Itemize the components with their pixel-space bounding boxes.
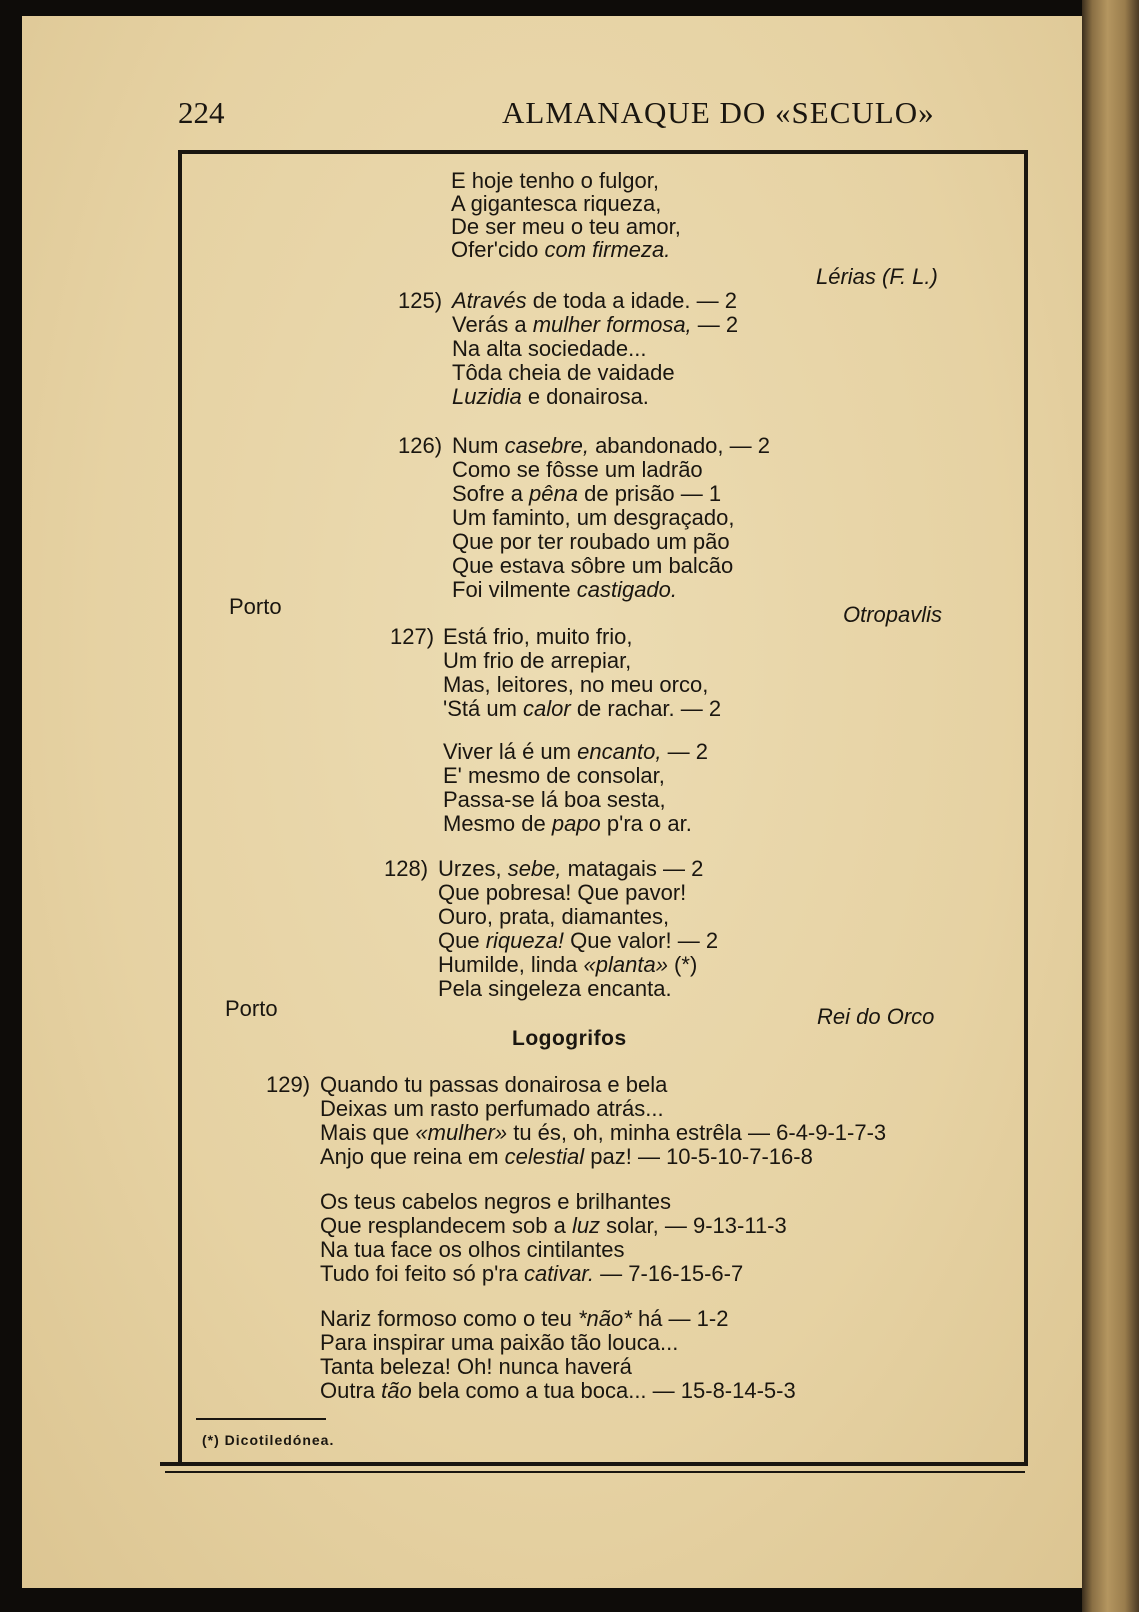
poem-line: Ouro, prata, diamantes,	[438, 904, 670, 929]
poem-line: Deixas um rasto perfumado atrás...	[320, 1096, 664, 1121]
poem-line: Nariz formoso como o teu *não* há — 1-2	[320, 1306, 729, 1331]
poem-line: Que resplandecem sob a luz solar, — 9-13-11-3	[320, 1213, 787, 1238]
poem-line: Anjo que reina em celestial paz! — 10-5-10-7-16-8	[320, 1144, 813, 1169]
poem-line: Sofre a pêna de prisão — 1	[452, 481, 722, 506]
poem-line: Passa-se lá boa sesta,	[443, 787, 666, 812]
poem-line: Viver lá é um encanto, — 2	[443, 739, 708, 764]
city-label: Porto	[229, 594, 282, 619]
facing-page-edge	[1082, 0, 1139, 1612]
poem-line: Que estava sôbre um balcão	[452, 553, 734, 578]
poem-line: Através de toda a idade. — 2	[452, 288, 737, 313]
frame-bottom-rule	[160, 1462, 1028, 1466]
poem-line: E hoje tenho o fulgor,	[451, 168, 659, 193]
poem-line: Tôda cheia de vaidade	[452, 360, 675, 385]
poem-line: Na alta sociedade...	[452, 336, 647, 361]
poem-line: E' mesmo de consolar,	[443, 763, 665, 788]
poem-line: Pela singeleza encanta.	[438, 976, 672, 1001]
poem-line: Humilde, linda «planta» (*)	[438, 952, 698, 977]
poem-line: Tudo foi feito só p'ra cativar. — 7-16-15-6-7	[320, 1261, 744, 1286]
poem-line: Num casebre, abandonado, — 2	[452, 433, 770, 458]
poem-line: Tanta beleza! Oh! nunca haverá	[320, 1354, 632, 1379]
poem-line: A gigantesca riqueza,	[451, 191, 662, 216]
poem-line: Mas, leitores, no meu orco,	[443, 672, 709, 697]
poem-line: 'Stá um calor de rachar. — 2	[443, 696, 722, 721]
section-heading: Logogrifos	[512, 1027, 627, 1050]
poem-line: Quando tu passas donairosa e bela	[320, 1072, 668, 1097]
frame-left-rule	[178, 150, 182, 1462]
poem-line: Um faminto, um desgraçado,	[452, 505, 735, 530]
entry-number: 129)	[266, 1072, 311, 1097]
poem-line: Para inspirar uma paixão tão louca...	[320, 1330, 679, 1355]
signature: Otropavlis	[843, 602, 943, 627]
poem-line: Outra tão bela como a tua boca... — 15-8-14-5-3	[320, 1378, 796, 1403]
poem-line: Urzes, sebe, matagais — 2	[438, 856, 704, 881]
page-number: 224	[178, 95, 225, 130]
poem-line: Os teus cabelos negros e brilhantes	[320, 1189, 671, 1214]
poem-line: Como se fôsse um ladrão	[452, 457, 703, 482]
frame-top-rule	[178, 150, 1028, 154]
poem-line: Que pobresa! Que pavor!	[438, 880, 687, 905]
poem-line: Que por ter roubado um pão	[452, 529, 730, 554]
entry-number: 128)	[384, 856, 429, 881]
poem-line: Verás a mulher formosa, — 2	[452, 312, 739, 337]
entry-number: 127)	[390, 624, 435, 649]
poem-line: Mais que «mulher» tu és, oh, minha estrêla — 6-4-9-1-7-3	[320, 1120, 887, 1145]
poem-line: Luzidia e donairosa.	[452, 384, 649, 409]
entry-number: 126)	[398, 433, 443, 458]
frame-right-rule	[1024, 150, 1028, 1462]
city-label: Porto	[225, 996, 278, 1021]
poem-line: Está frio, muito frio,	[443, 624, 633, 649]
poem-line: Mesmo de papo p'ra o ar.	[443, 811, 692, 836]
frame-bottom-rule-2	[165, 1471, 1025, 1473]
poem-line: Ofer'cido com firmeza.	[451, 237, 671, 262]
footnote: (*) Dicotiledónea.	[202, 1432, 335, 1448]
signature: Rei do Orco	[817, 1004, 935, 1029]
footnote-rule	[196, 1418, 326, 1420]
entry-number: 125)	[398, 288, 443, 313]
page-title: ALMANAQUE DO «SECULO»	[502, 95, 935, 130]
poem-line: Na tua face os olhos cintilantes	[320, 1237, 625, 1262]
poem-line: Foi vilmente castigado.	[452, 577, 678, 602]
poem-line: De ser meu o teu amor,	[451, 214, 681, 239]
signature: Lérias (F. L.)	[816, 264, 938, 289]
poem-line: Um frio de arrepiar,	[443, 648, 632, 673]
poem-line: Que riqueza! Que valor! — 2	[438, 928, 719, 953]
